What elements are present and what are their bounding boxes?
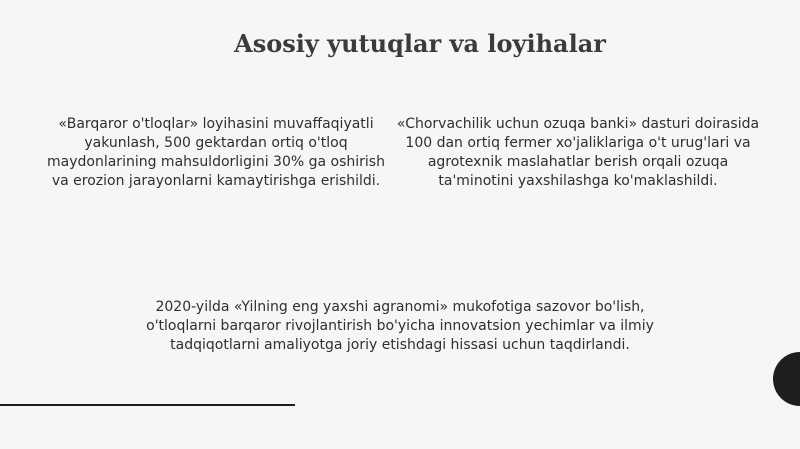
decorative-divider-line	[0, 404, 295, 406]
decorative-circle	[773, 352, 800, 406]
achievement-text-feed-bank: «Chorvachilik uchun ozuqa banki» dasturi doirasida 100 dan ortiq fermer xo'jaliklariga o't urug'lari va agrotexnik maslahatlar berish orqali ozuqa ta'minotini yaxshilashga ko'maklashildi.	[396, 116, 760, 189]
achievement-text-award: 2020-yilda «Yilning eng yaxshi agranomi» mukofotiga sazovor bo'lish, o'tloqlarni barqaror rivojlantirish bo'yicha innovatsion yechimlar va ilmiy tadqiqotlarni amaliyotga joriy etishdagi hissasi uchun taqdirlandi.	[146, 299, 654, 353]
slide-title: Asosiy yutuqlar va loyihalar	[234, 29, 606, 58]
achievement-text-pastures: «Barqaror o'tloqlar» loyihasini muvaffaqiyatli yakunlash, 500 gektardan ortiq o'tloq maydonlarining mahsuldorligini 30% ga oshirish va erozion jarayonlarni kamaytirishga erishildi.	[47, 116, 385, 189]
